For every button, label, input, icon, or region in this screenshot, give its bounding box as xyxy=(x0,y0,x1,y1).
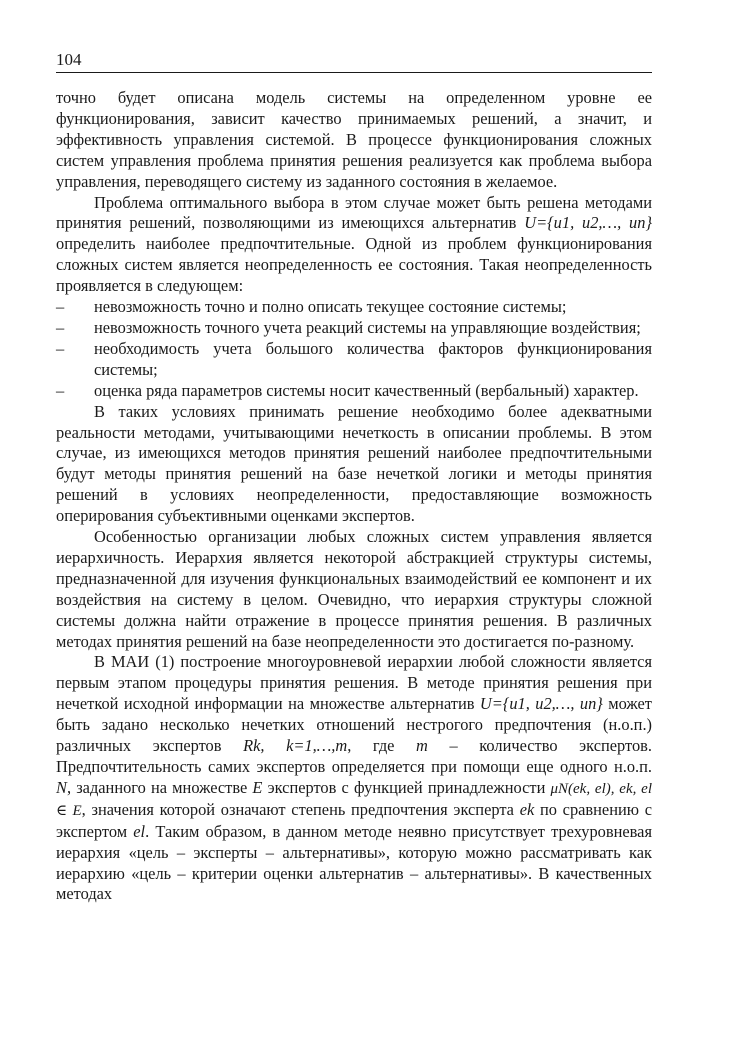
expert-ek: ek xyxy=(519,799,535,819)
expert-relations: Rk, k=1,…,m xyxy=(243,736,348,756)
paragraph-3: В таких условиях принимать решение необходимо более адекватными реальности методами, учитывающими нечеткость в описании проблемы. В этом случае, из имеющихся методов принятия решений наиболее предпочтительными будут методы принятия решений на базе нечеткой логики и методы принятия решений в условиях неопределенности, предоставляющие возможность оперирования субъективными оценками экспертов. xyxy=(56,401,652,526)
list-item-text: невозможность точно и полно описать текущее состояние системы; xyxy=(94,297,567,317)
experts-count: m xyxy=(416,736,428,756)
paragraph-5-text-e: , заданного на множестве xyxy=(66,777,253,797)
paragraph-5-text-i: . Таким образом, в данном методе неявно присутствует трехуровневая иерархия «цель – эксперты – альтернативы», которую можно рассматривать как иерархию «цель – критерии оценки альтернатив – альтернативы». В качественных методах xyxy=(56,821,652,904)
list-item xyxy=(56,381,652,402)
list-item-text: невозможность точного учета реакций системы на управляющие воздействия; xyxy=(94,317,641,337)
paragraph-5 xyxy=(56,652,652,905)
list-marker: – xyxy=(56,317,65,337)
paragraph-4: Особенностью организации любых сложных систем управления является иерархичность. Иерархия является некоторой абстракцией структуры системы, предназначенной для изучения функциональных взаимодействий ее компонент и их воздействия на систему в целом. Очевидно, что иерархия структуры сложной системы должна найти отражение в процессе принятия решения. В различных методах принятия решений на базе неопределенности это достигается по-разному. xyxy=(56,527,652,651)
list-marker: – xyxy=(56,338,65,358)
relation-n: N xyxy=(56,777,67,797)
paragraph-2-text-a: Проблема оптимального выбора в этом случае может быть решена методами принятия решений, позволяющими из имеющихся альтернатив xyxy=(56,192,652,233)
paragraph-2-text-b: определить наиболее предпочтительные. Одной из проблем функционирования сложных систем является неопределенность ее состояния. Такая неопределенность проявляется в следующем: xyxy=(56,234,652,296)
paragraph-5-text-g: , значения которой означают степень предпочтения эксперта xyxy=(81,799,520,819)
paragraph-5-text-c: , где xyxy=(347,736,417,756)
header-rule xyxy=(56,72,652,73)
body-text xyxy=(56,88,652,905)
paragraph-5-text-f: экспертов с функцией принадлежности xyxy=(262,777,551,797)
list-marker: – xyxy=(56,380,65,400)
list-item-text: оценка ряда параметров системы носит качественный (вербальный) характер. xyxy=(94,380,639,400)
list-item xyxy=(56,318,652,339)
paragraph-5-text-b: может быть задано несколько нечетких отношений нестрогого предпочтения (н.о.п.) различных экспертов xyxy=(56,694,652,756)
page-number: 104 xyxy=(56,50,82,69)
list-item xyxy=(56,297,652,318)
list-marker: – xyxy=(56,297,65,317)
membership-formula: μN(ek, el), ek, el ∈ E xyxy=(56,780,652,819)
alternatives-set: U={u1, u2,…, un} xyxy=(524,213,652,233)
paragraph-1: точно будет описана модель системы на определенном уровне ее функционирования, зависит качество принимаемых решений, а значит, и эффективность управления системой. В процессе функционирования сложных систем управления проблема принятия решения реализуется как проблема выбора управления, переводящего систему из заданного состояния в желаемое. xyxy=(56,88,652,191)
alternatives-set: U={u1, u2,…, un} xyxy=(479,694,603,714)
paragraph-2 xyxy=(56,193,652,298)
expert-el: el xyxy=(133,821,146,841)
list-item-text: необходимость учета большого количества факторов функционирования системы; xyxy=(94,338,652,379)
paragraph-5-text-a: В МАИ (1) построение многоуровневой иерархии любой сложности является первым этапом процедуры принятия решения. В методе принятия решения при нечеткой исходной информации на множестве альтернатив xyxy=(56,652,652,714)
experts-set: E xyxy=(252,777,263,797)
list-item xyxy=(56,339,652,381)
paragraph-5-text-h: по сравнению с экспертом xyxy=(56,799,652,841)
paragraph-5-text-d: – количество экспертов. Предпочтительность самих экспертов определяется при помощи еще одного н.о.п. xyxy=(56,736,652,776)
